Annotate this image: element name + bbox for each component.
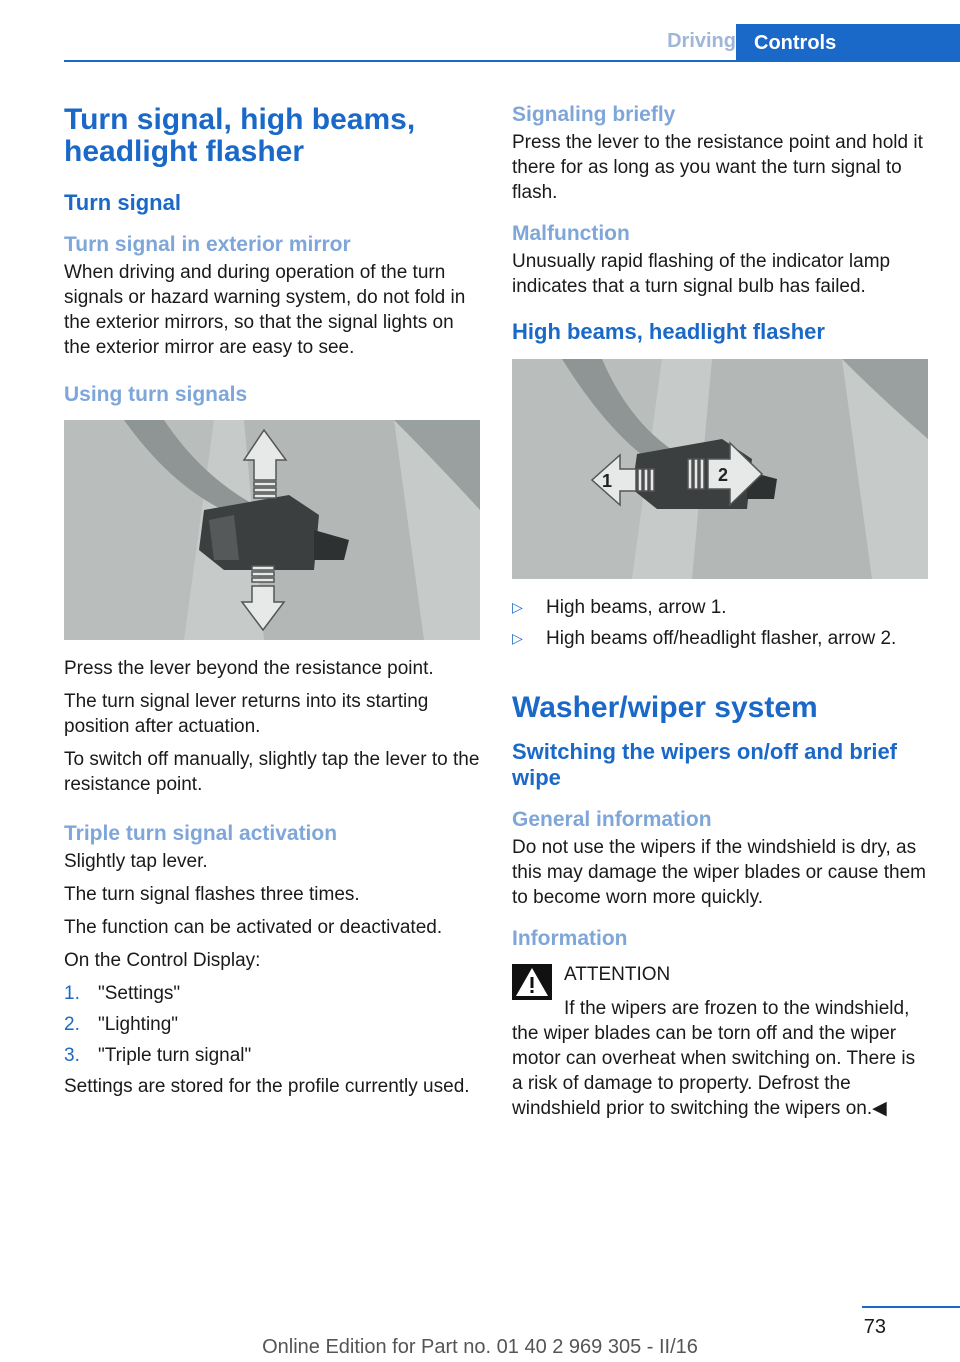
high-beams-heading: High beams, headlight flasher: [512, 319, 825, 344]
step-text: "Lighting": [98, 1014, 179, 1035]
page-header: [64, 24, 960, 62]
list-item: [512, 595, 928, 620]
signaling-briefly-text: Press the lever to the resistance point and hold it there for as long as you want the turn signal to flash.: [512, 132, 923, 203]
step-number: 2.: [64, 1014, 80, 1035]
bullet-marker: ▷: [512, 599, 523, 615]
signaling-briefly-heading: Signaling briefly: [512, 103, 676, 126]
turn-signal-lever-illustration: [64, 420, 480, 640]
switching-wipers-heading: Switching the wipers on/off and brief wipe: [512, 739, 898, 790]
triple-text-4: On the Control Display:: [64, 950, 261, 971]
header-rule: [64, 60, 960, 62]
step-text: "Triple turn signal": [98, 1045, 252, 1066]
left-column: [64, 100, 480, 1107]
triple-text-1: Slightly tap lever.: [64, 851, 208, 872]
right-column: [512, 100, 928, 1129]
warning-triangle-icon: [512, 964, 552, 1000]
general-information-heading: General information: [512, 808, 712, 831]
section-label: Driving: [667, 30, 736, 52]
page-title: Turn signal, high beams, headlight flasher: [64, 103, 416, 168]
turn-signal-heading: Turn signal: [64, 190, 181, 215]
triple-turn-signal-heading: Triple turn signal activation: [64, 822, 338, 845]
list-item: [64, 981, 480, 1006]
information-heading: Information: [512, 927, 628, 950]
malfunction-text: Unusually rapid flashing of the indicator lamp indicates that a turn signal bulb has failed.: [512, 251, 891, 297]
list-item: [64, 1043, 480, 1068]
exterior-mirror-heading: Turn signal in exterior mirror: [64, 233, 351, 256]
footer-rule: [862, 1306, 960, 1308]
attention-notice: [512, 962, 928, 1000]
settings-steps-list: [64, 981, 480, 1068]
triple-text-2: The turn signal flashes three times.: [64, 884, 360, 905]
high-beams-lever-illustration: [512, 359, 928, 579]
using-text-3: To switch off manually, slightly tap the lever to the resistance point.: [64, 749, 480, 795]
general-information-text: Do not use the wipers if the windshield is dry, as this may damage the wiper blades or cause them to become worn more quickly.: [512, 837, 926, 908]
arrow-1-label: 1: [602, 471, 613, 491]
bullet-marker: ▷: [512, 630, 523, 646]
triple-text-5: Settings are stored for the profile currently used.: [64, 1076, 470, 1097]
arrow-2-label: 2: [718, 465, 729, 485]
attention-label: ATTENTION: [564, 964, 671, 985]
triple-text-3: The function can be activated or deactivated.: [64, 917, 443, 938]
step-text: "Settings": [98, 983, 181, 1004]
exterior-mirror-text: When driving and during operation of the turn signals or hazard warning system, do not fold in the exterior mirrors, so that the signal lights on the exterior mirror are easy to see.: [64, 262, 466, 358]
page-number: 73: [863, 1316, 886, 1338]
malfunction-heading: Malfunction: [512, 222, 630, 245]
attention-text: If the wipers are frozen to the windshield, the wiper blades can be torn off and the wiper motor can overheat when switching on. There is a risk of damage to property. Defrost the windshield prior to switching the wipers on.◀: [512, 998, 916, 1119]
bullet-text: High beams, arrow 1.: [546, 597, 727, 618]
attention-content: [564, 962, 670, 1000]
high-beams-list: [512, 595, 928, 651]
edition-footer: Online Edition for Part no. 01 40 2 969 305 - II/16: [262, 1336, 698, 1358]
list-item: [512, 626, 928, 651]
step-number: 3.: [64, 1045, 80, 1066]
step-number: 1.: [64, 983, 80, 1004]
bullet-text: High beams off/headlight flasher, arrow 2.: [546, 628, 897, 649]
list-item: [64, 1012, 480, 1037]
using-text-2: The turn signal lever returns into its starting position after actuation.: [64, 691, 429, 737]
using-text-1: Press the lever beyond the resistance point.: [64, 658, 434, 679]
using-turn-signals-heading: Using turn signals: [64, 383, 248, 406]
chapter-tab: Controls: [736, 24, 960, 62]
washer-wiper-heading: Washer/wiper system: [512, 691, 818, 724]
